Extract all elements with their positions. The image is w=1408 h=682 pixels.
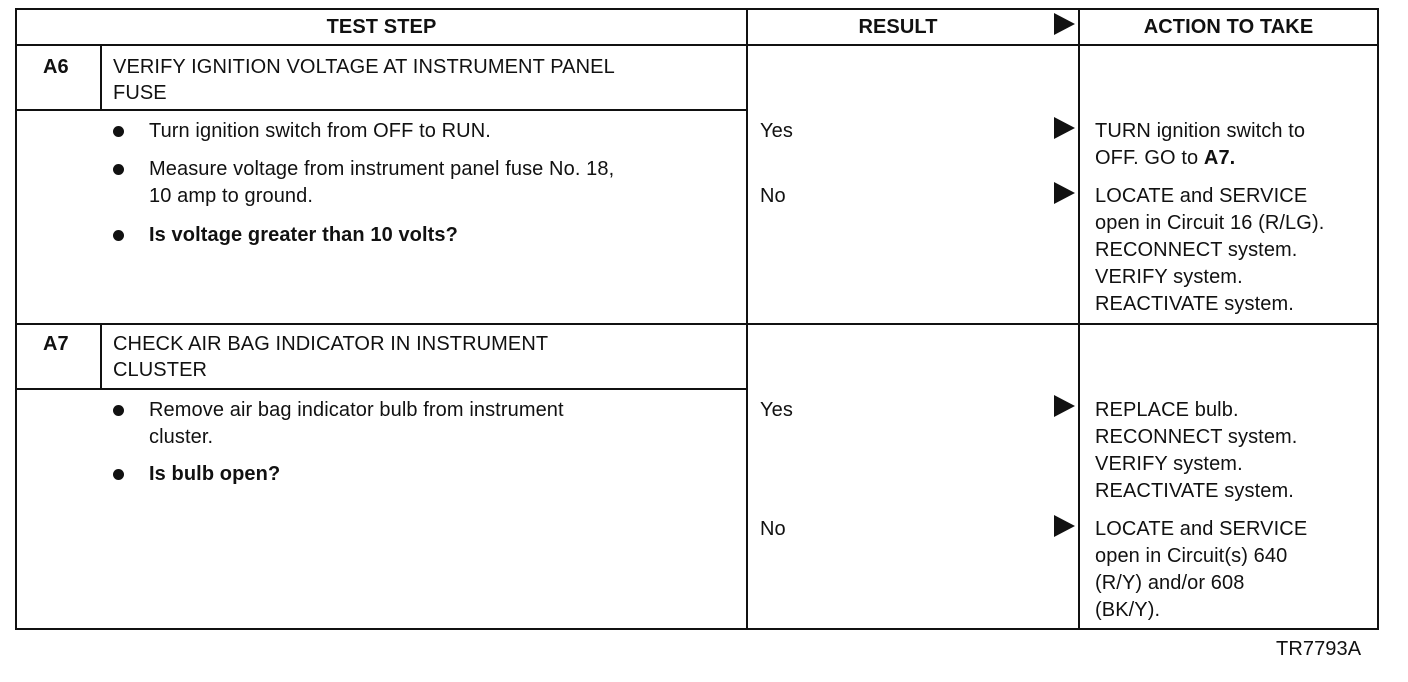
header-result: RESULT <box>858 16 938 38</box>
row-divider <box>15 323 1379 325</box>
arrow-right-icon <box>1052 12 1076 36</box>
action-line: LOCATE and SERVICE <box>1095 185 1308 207</box>
header-divider <box>15 44 1379 46</box>
table-border-top <box>15 8 1379 10</box>
action-line: open in Circuit 16 (R/LG). <box>1095 212 1325 234</box>
arrow-right-icon <box>1052 394 1076 418</box>
step-title-underline <box>15 388 748 390</box>
result-no: No <box>760 518 786 540</box>
instruction-line: Measure voltage from instrument panel fuse No. 18, <box>149 158 615 180</box>
result-yes: Yes <box>760 120 793 142</box>
instruction-question: Is bulb open? <box>149 463 281 485</box>
result-column-left-border <box>746 8 748 630</box>
step-title-line: FUSE <box>113 82 167 104</box>
table-border-right <box>1377 8 1379 630</box>
header-test-step: TEST STEP <box>326 16 437 38</box>
step-id-divider <box>100 44 102 111</box>
action-line: LOCATE and SERVICE <box>1095 518 1308 540</box>
action-text: OFF. GO to <box>1095 147 1204 169</box>
bullet-icon <box>113 405 124 416</box>
step-title-line: CHECK AIR BAG INDICATOR IN INSTRUMENT <box>113 333 549 355</box>
action-line: REPLACE bulb. <box>1095 399 1239 421</box>
table-border-left <box>15 8 17 630</box>
bullet-icon <box>113 469 124 480</box>
action-column-left-border <box>1078 8 1080 630</box>
arrow-right-icon <box>1052 514 1076 538</box>
arrow-right-icon <box>1052 181 1076 205</box>
figure-id: TR7793A <box>1276 638 1362 660</box>
instruction-line: 10 amp to ground. <box>149 185 314 207</box>
step-title-line: VERIFY IGNITION VOLTAGE AT INSTRUMENT PANEL <box>113 56 615 78</box>
step-id-divider <box>100 323 102 390</box>
action-line: (BK/Y). <box>1095 599 1161 621</box>
action-step-ref: A7. <box>1203 147 1236 169</box>
instruction-line: Remove air bag indicator bulb from instrument <box>149 399 564 421</box>
action-line <box>1095 145 1235 172</box>
bullet-icon <box>113 164 124 175</box>
arrow-right-icon <box>1052 116 1076 140</box>
bullet-icon <box>113 126 124 137</box>
instruction-question: Is voltage greater than 10 volts? <box>149 224 458 246</box>
action-line: (R/Y) and/or 608 <box>1095 572 1245 594</box>
action-line: REACTIVATE system. <box>1095 480 1294 502</box>
table-border-bottom <box>15 628 1379 630</box>
result-no: No <box>760 185 786 207</box>
action-line: REACTIVATE system. <box>1095 293 1294 315</box>
step-title-underline <box>15 109 748 111</box>
action-line: open in Circuit(s) 640 <box>1095 545 1288 567</box>
action-line: RECONNECT system. <box>1095 426 1298 448</box>
header-action: ACTION TO TAKE <box>1143 16 1314 38</box>
step-id: A6 <box>43 56 69 78</box>
action-line: VERIFY system. <box>1095 266 1243 288</box>
step-title-line: CLUSTER <box>113 359 208 381</box>
bullet-icon <box>113 230 124 241</box>
instruction-line: Turn ignition switch from OFF to RUN. <box>149 120 491 142</box>
action-line: TURN ignition switch to <box>1095 120 1306 142</box>
step-id: A7 <box>43 333 69 355</box>
result-yes: Yes <box>760 399 793 421</box>
action-line: RECONNECT system. <box>1095 239 1298 261</box>
instruction-line: cluster. <box>149 426 214 448</box>
action-line: VERIFY system. <box>1095 453 1243 475</box>
